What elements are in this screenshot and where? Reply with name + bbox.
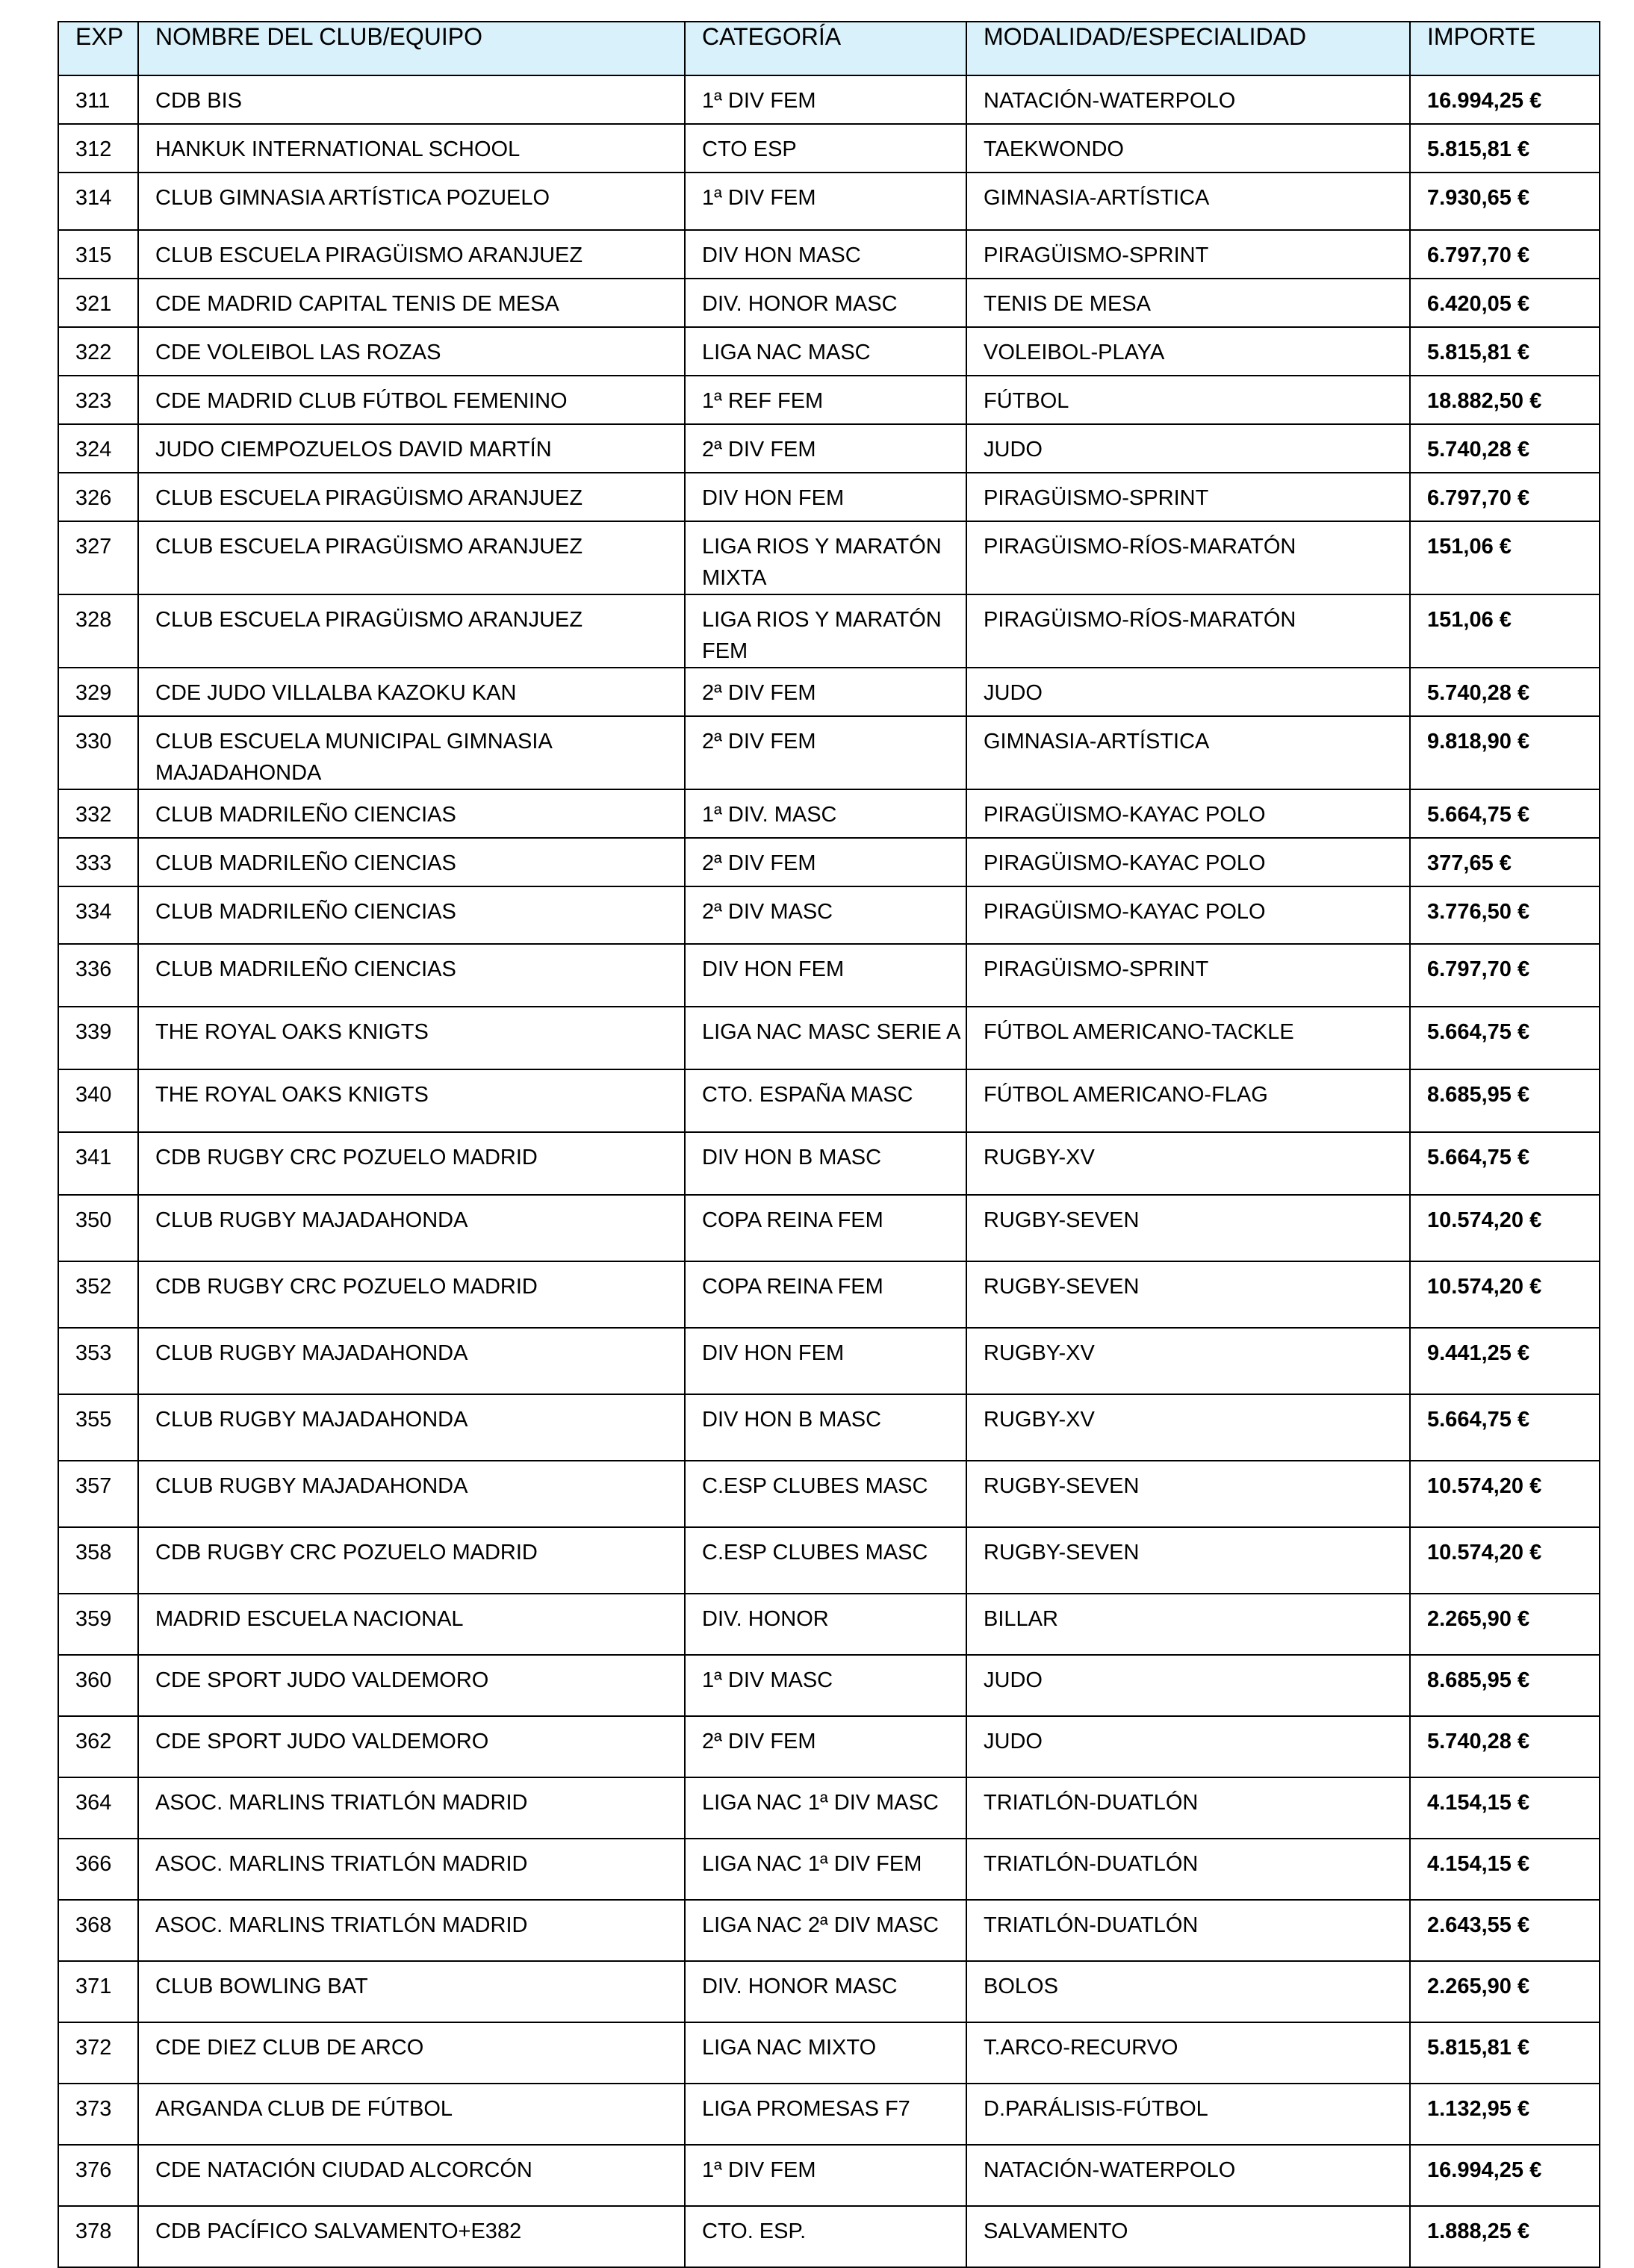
cell-categoria: LIGA RIOS Y MARATÓN FEM xyxy=(685,594,966,668)
cell-importe: 377,65 € xyxy=(1410,838,1600,886)
cell-club: CDE VOLEIBOL LAS ROZAS xyxy=(138,327,685,376)
cell-exp: 334 xyxy=(58,886,138,944)
cell-categoria: 1ª DIV FEM xyxy=(685,173,966,230)
cell-exp: 360 xyxy=(58,1655,138,1716)
cell-importe: 151,06 € xyxy=(1410,521,1600,594)
cell-categoria: DIV HON MASC xyxy=(685,230,966,279)
cell-exp: 314 xyxy=(58,173,138,230)
cell-modalidad: BILLAR xyxy=(966,1594,1410,1655)
cell-exp: 339 xyxy=(58,1007,138,1069)
cell-modalidad: RUGBY-XV xyxy=(966,1394,1410,1461)
cell-modalidad: FÚTBOL AMERICANO-TACKLE xyxy=(966,1007,1410,1069)
cell-club: CLUB MADRILEÑO CIENCIAS xyxy=(138,838,685,886)
cell-exp: 322 xyxy=(58,327,138,376)
cell-importe: 4.154,15 € xyxy=(1410,1839,1600,1900)
cell-exp: 315 xyxy=(58,230,138,279)
cell-categoria: LIGA NAC MIXTO xyxy=(685,2022,966,2084)
cell-exp: 327 xyxy=(58,521,138,594)
cell-categoria: 1ª DIV MASC xyxy=(685,1655,966,1716)
cell-club: CLUB ESCUELA PIRAGÜISMO ARANJUEZ xyxy=(138,473,685,521)
cell-importe: 9.818,90 € xyxy=(1410,716,1600,789)
cell-club: CLUB BOWLING BAT xyxy=(138,1961,685,2022)
cell-importe: 10.574,20 € xyxy=(1410,1461,1600,1527)
cell-club: JUDO CIEMPOZUELOS DAVID MARTÍN xyxy=(138,424,685,473)
cell-importe: 10.574,20 € xyxy=(1410,1261,1600,1328)
cell-exp: 341 xyxy=(58,1132,138,1195)
cell-importe: 1.132,95 € xyxy=(1410,2084,1600,2145)
cell-modalidad: TRIATLÓN-DUATLÓN xyxy=(966,1777,1410,1839)
cell-importe: 2.265,90 € xyxy=(1410,1961,1600,2022)
cell-club: CDE SPORT JUDO VALDEMORO xyxy=(138,1716,685,1777)
table-row xyxy=(58,1261,1600,1328)
header-categoria: CATEGORÍA xyxy=(685,22,966,75)
cell-importe: 6.797,70 € xyxy=(1410,473,1600,521)
cell-club: THE ROYAL OAKS KNIGTS xyxy=(138,1007,685,1069)
table-row xyxy=(58,2145,1600,2206)
cell-club: CLUB ESCUELA MUNICIPAL GIMNASIA MAJADAHONDA xyxy=(138,716,685,789)
cell-exp: 378 xyxy=(58,2206,138,2267)
cell-club: CDB BIS xyxy=(138,75,685,124)
cell-club: CDE NATACIÓN CIUDAD ALCORCÓN xyxy=(138,2145,685,2206)
table-row xyxy=(58,2084,1600,2145)
cell-club: MADRID ESCUELA NACIONAL xyxy=(138,1594,685,1655)
cell-club: CLUB RUGBY MAJADAHONDA xyxy=(138,1328,685,1394)
cell-categoria: C.ESP CLUBES MASC xyxy=(685,1527,966,1594)
cell-importe: 2.265,90 € xyxy=(1410,1594,1600,1655)
subsidy-table xyxy=(58,21,1600,2268)
cell-modalidad: BOLOS xyxy=(966,1961,1410,2022)
table-row xyxy=(58,668,1600,716)
cell-importe: 5.740,28 € xyxy=(1410,1716,1600,1777)
cell-modalidad: NATACIÓN-WATERPOLO xyxy=(966,2145,1410,2206)
cell-importe: 5.815,81 € xyxy=(1410,2022,1600,2084)
cell-club: CLUB ESCUELA PIRAGÜISMO ARANJUEZ xyxy=(138,594,685,668)
cell-modalidad: VOLEIBOL-PLAYA xyxy=(966,327,1410,376)
cell-importe: 2.643,55 € xyxy=(1410,1900,1600,1961)
table-row xyxy=(58,1069,1600,1132)
cell-club: HANKUK INTERNATIONAL SCHOOL xyxy=(138,124,685,173)
cell-categoria: DIV. HONOR MASC xyxy=(685,1961,966,2022)
cell-exp: 368 xyxy=(58,1900,138,1961)
table-row xyxy=(58,1839,1600,1900)
cell-categoria: 1ª DIV FEM xyxy=(685,75,966,124)
cell-club: CLUB MADRILEÑO CIENCIAS xyxy=(138,944,685,1007)
cell-club: ASOC. MARLINS TRIATLÓN MADRID xyxy=(138,1839,685,1900)
cell-categoria: 1ª DIV. MASC xyxy=(685,789,966,838)
header-importe: IMPORTE xyxy=(1410,22,1600,75)
cell-importe: 8.685,95 € xyxy=(1410,1655,1600,1716)
cell-exp: 312 xyxy=(58,124,138,173)
cell-club: CDB RUGBY CRC POZUELO MADRID xyxy=(138,1132,685,1195)
cell-exp: 353 xyxy=(58,1328,138,1394)
table-row xyxy=(58,173,1600,230)
cell-modalidad: PIRAGÜISMO-KAYAC POLO xyxy=(966,886,1410,944)
cell-categoria: 2ª DIV FEM xyxy=(685,668,966,716)
cell-categoria: C.ESP CLUBES MASC xyxy=(685,1461,966,1527)
cell-club: CLUB RUGBY MAJADAHONDA xyxy=(138,1394,685,1461)
cell-club: CDB PACÍFICO SALVAMENTO+E382 xyxy=(138,2206,685,2267)
cell-exp: 372 xyxy=(58,2022,138,2084)
table-row xyxy=(58,1195,1600,1261)
cell-exp: 326 xyxy=(58,473,138,521)
cell-importe: 10.574,20 € xyxy=(1410,1527,1600,1594)
table-row xyxy=(58,1007,1600,1069)
cell-importe: 7.930,65 € xyxy=(1410,173,1600,230)
cell-modalidad: RUGBY-SEVEN xyxy=(966,1461,1410,1527)
cell-exp: 350 xyxy=(58,1195,138,1261)
cell-categoria: 2ª DIV FEM xyxy=(685,716,966,789)
table-row xyxy=(58,1777,1600,1839)
cell-categoria: DIV. HONOR MASC xyxy=(685,279,966,327)
cell-modalidad: TRIATLÓN-DUATLÓN xyxy=(966,1839,1410,1900)
cell-modalidad: NATACIÓN-WATERPOLO xyxy=(966,75,1410,124)
cell-exp: 373 xyxy=(58,2084,138,2145)
table-row xyxy=(58,1132,1600,1195)
cell-importe: 18.882,50 € xyxy=(1410,376,1600,424)
cell-categoria: DIV HON B MASC xyxy=(685,1132,966,1195)
cell-importe: 5.664,75 € xyxy=(1410,789,1600,838)
cell-exp: 329 xyxy=(58,668,138,716)
cell-categoria: COPA REINA FEM xyxy=(685,1261,966,1328)
cell-categoria: LIGA NAC MASC SERIE A xyxy=(685,1007,966,1069)
cell-categoria: CTO. ESPAÑA MASC xyxy=(685,1069,966,1132)
cell-club: CLUB GIMNASIA ARTÍSTICA POZUELO xyxy=(138,173,685,230)
cell-club: CDE MADRID CAPITAL TENIS DE MESA xyxy=(138,279,685,327)
table-row xyxy=(58,1394,1600,1461)
table-row xyxy=(58,1716,1600,1777)
cell-exp: 328 xyxy=(58,594,138,668)
cell-exp: 311 xyxy=(58,75,138,124)
table-row xyxy=(58,1328,1600,1394)
cell-exp: 366 xyxy=(58,1839,138,1900)
cell-categoria: LIGA NAC 1ª DIV MASC xyxy=(685,1777,966,1839)
cell-categoria: LIGA PROMESAS F7 xyxy=(685,2084,966,2145)
cell-importe: 5.740,28 € xyxy=(1410,424,1600,473)
cell-exp: 336 xyxy=(58,944,138,1007)
cell-modalidad: JUDO xyxy=(966,1716,1410,1777)
table-row xyxy=(58,327,1600,376)
cell-club: CLUB MADRILEÑO CIENCIAS xyxy=(138,789,685,838)
cell-categoria: DIV HON B MASC xyxy=(685,1394,966,1461)
table-row xyxy=(58,376,1600,424)
cell-club: CDE SPORT JUDO VALDEMORO xyxy=(138,1655,685,1716)
cell-exp: 352 xyxy=(58,1261,138,1328)
cell-modalidad: RUGBY-XV xyxy=(966,1328,1410,1394)
table-row xyxy=(58,1900,1600,1961)
cell-importe: 5.664,75 € xyxy=(1410,1132,1600,1195)
cell-importe: 8.685,95 € xyxy=(1410,1069,1600,1132)
cell-importe: 5.815,81 € xyxy=(1410,124,1600,173)
cell-exp: 333 xyxy=(58,838,138,886)
table-row xyxy=(58,279,1600,327)
cell-modalidad: PIRAGÜISMO-KAYAC POLO xyxy=(966,789,1410,838)
cell-importe: 6.420,05 € xyxy=(1410,279,1600,327)
cell-modalidad: JUDO xyxy=(966,1655,1410,1716)
cell-categoria: DIV HON FEM xyxy=(685,473,966,521)
header-row xyxy=(58,22,1600,75)
cell-categoria: 2ª DIV FEM xyxy=(685,1716,966,1777)
cell-categoria: 2ª DIV FEM xyxy=(685,838,966,886)
header-club: NOMBRE DEL CLUB/EQUIPO xyxy=(138,22,685,75)
cell-exp: 358 xyxy=(58,1527,138,1594)
cell-importe: 5.664,75 € xyxy=(1410,1007,1600,1069)
cell-categoria: LIGA NAC MASC xyxy=(685,327,966,376)
table-row xyxy=(58,944,1600,1007)
cell-exp: 376 xyxy=(58,2145,138,2206)
cell-club: ASOC. MARLINS TRIATLÓN MADRID xyxy=(138,1900,685,1961)
table-row xyxy=(58,1594,1600,1655)
cell-modalidad: JUDO xyxy=(966,424,1410,473)
cell-modalidad: RUGBY-SEVEN xyxy=(966,1261,1410,1328)
cell-modalidad: PIRAGÜISMO-SPRINT xyxy=(966,230,1410,279)
table-row xyxy=(58,124,1600,173)
table-row xyxy=(58,230,1600,279)
table-row xyxy=(58,886,1600,944)
cell-importe: 5.815,81 € xyxy=(1410,327,1600,376)
cell-club: CLUB ESCUELA PIRAGÜISMO ARANJUEZ xyxy=(138,521,685,594)
cell-club: CDB RUGBY CRC POZUELO MADRID xyxy=(138,1261,685,1328)
cell-club: ASOC. MARLINS TRIATLÓN MADRID xyxy=(138,1777,685,1839)
cell-importe: 9.441,25 € xyxy=(1410,1328,1600,1394)
cell-categoria: 2ª DIV MASC xyxy=(685,886,966,944)
table-row xyxy=(58,2022,1600,2084)
cell-importe: 5.740,28 € xyxy=(1410,668,1600,716)
cell-modalidad: PIRAGÜISMO-RÍOS-MARATÓN xyxy=(966,594,1410,668)
cell-categoria: CTO. ESP. xyxy=(685,2206,966,2267)
cell-categoria: DIV. HONOR xyxy=(685,1594,966,1655)
cell-importe: 6.797,70 € xyxy=(1410,230,1600,279)
cell-importe: 5.664,75 € xyxy=(1410,1394,1600,1461)
cell-club: CDE JUDO VILLALBA KAZOKU KAN xyxy=(138,668,685,716)
table-row xyxy=(58,424,1600,473)
table-row xyxy=(58,1527,1600,1594)
cell-importe: 16.994,25 € xyxy=(1410,75,1600,124)
cell-exp: 332 xyxy=(58,789,138,838)
cell-club: CLUB MADRILEÑO CIENCIAS xyxy=(138,886,685,944)
cell-modalidad: TAEKWONDO xyxy=(966,124,1410,173)
table-row xyxy=(58,838,1600,886)
cell-importe: 1.888,25 € xyxy=(1410,2206,1600,2267)
cell-categoria: 1ª DIV FEM xyxy=(685,2145,966,2206)
cell-modalidad: FÚTBOL AMERICANO-FLAG xyxy=(966,1069,1410,1132)
cell-categoria: COPA REINA FEM xyxy=(685,1195,966,1261)
cell-club: CLUB ESCUELA PIRAGÜISMO ARANJUEZ xyxy=(138,230,685,279)
cell-club: CLUB RUGBY MAJADAHONDA xyxy=(138,1195,685,1261)
cell-modalidad: PIRAGÜISMO-KAYAC POLO xyxy=(966,838,1410,886)
cell-exp: 364 xyxy=(58,1777,138,1839)
cell-club: CDE MADRID CLUB FÚTBOL FEMENINO xyxy=(138,376,685,424)
cell-modalidad: SALVAMENTO xyxy=(966,2206,1410,2267)
cell-club: ARGANDA CLUB DE FÚTBOL xyxy=(138,2084,685,2145)
cell-importe: 3.776,50 € xyxy=(1410,886,1600,944)
cell-importe: 4.154,15 € xyxy=(1410,1777,1600,1839)
cell-exp: 323 xyxy=(58,376,138,424)
cell-exp: 371 xyxy=(58,1961,138,2022)
table-row xyxy=(58,1961,1600,2022)
cell-importe: 151,06 € xyxy=(1410,594,1600,668)
cell-exp: 324 xyxy=(58,424,138,473)
cell-exp: 362 xyxy=(58,1716,138,1777)
cell-categoria: CTO ESP xyxy=(685,124,966,173)
cell-exp: 340 xyxy=(58,1069,138,1132)
cell-categoria: LIGA RIOS Y MARATÓN MIXTA xyxy=(685,521,966,594)
cell-exp: 355 xyxy=(58,1394,138,1461)
cell-categoria: 1ª REF FEM xyxy=(685,376,966,424)
cell-importe: 16.994,25 € xyxy=(1410,2145,1600,2206)
cell-modalidad: D.PARÁLISIS-FÚTBOL xyxy=(966,2084,1410,2145)
cell-modalidad: PIRAGÜISMO-SPRINT xyxy=(966,473,1410,521)
cell-exp: 321 xyxy=(58,279,138,327)
table-row xyxy=(58,716,1600,789)
cell-modalidad: T.ARCO-RECURVO xyxy=(966,2022,1410,2084)
cell-importe: 6.797,70 € xyxy=(1410,944,1600,1007)
table-row xyxy=(58,789,1600,838)
header-exp: EXP xyxy=(58,22,138,75)
table-row xyxy=(58,1461,1600,1527)
cell-modalidad: JUDO xyxy=(966,668,1410,716)
cell-modalidad: GIMNASIA-ARTÍSTICA xyxy=(966,173,1410,230)
cell-categoria: LIGA NAC 2ª DIV MASC xyxy=(685,1900,966,1961)
cell-modalidad: TENIS DE MESA xyxy=(966,279,1410,327)
cell-club: CDE DIEZ CLUB DE ARCO xyxy=(138,2022,685,2084)
cell-exp: 357 xyxy=(58,1461,138,1527)
cell-club: CDB RUGBY CRC POZUELO MADRID xyxy=(138,1527,685,1594)
cell-modalidad: RUGBY-SEVEN xyxy=(966,1527,1410,1594)
cell-exp: 359 xyxy=(58,1594,138,1655)
cell-modalidad: RUGBY-SEVEN xyxy=(966,1195,1410,1261)
cell-modalidad: GIMNASIA-ARTÍSTICA xyxy=(966,716,1410,789)
table-row xyxy=(58,1655,1600,1716)
cell-categoria: LIGA NAC 1ª DIV FEM xyxy=(685,1839,966,1900)
cell-club: THE ROYAL OAKS KNIGTS xyxy=(138,1069,685,1132)
table-row xyxy=(58,75,1600,124)
cell-modalidad: TRIATLÓN-DUATLÓN xyxy=(966,1900,1410,1961)
table-row xyxy=(58,594,1600,668)
table-row xyxy=(58,2206,1600,2267)
cell-club: CLUB RUGBY MAJADAHONDA xyxy=(138,1461,685,1527)
cell-categoria: DIV HON FEM xyxy=(685,1328,966,1394)
cell-modalidad: PIRAGÜISMO-SPRINT xyxy=(966,944,1410,1007)
cell-exp: 330 xyxy=(58,716,138,789)
cell-categoria: 2ª DIV FEM xyxy=(685,424,966,473)
header-modalidad: MODALIDAD/ESPECIALIDAD xyxy=(966,22,1410,75)
cell-importe: 10.574,20 € xyxy=(1410,1195,1600,1261)
cell-modalidad: PIRAGÜISMO-RÍOS-MARATÓN xyxy=(966,521,1410,594)
cell-categoria: DIV HON FEM xyxy=(685,944,966,1007)
cell-modalidad: FÚTBOL xyxy=(966,376,1410,424)
cell-modalidad: RUGBY-XV xyxy=(966,1132,1410,1195)
table-row xyxy=(58,473,1600,521)
table-row xyxy=(58,521,1600,594)
